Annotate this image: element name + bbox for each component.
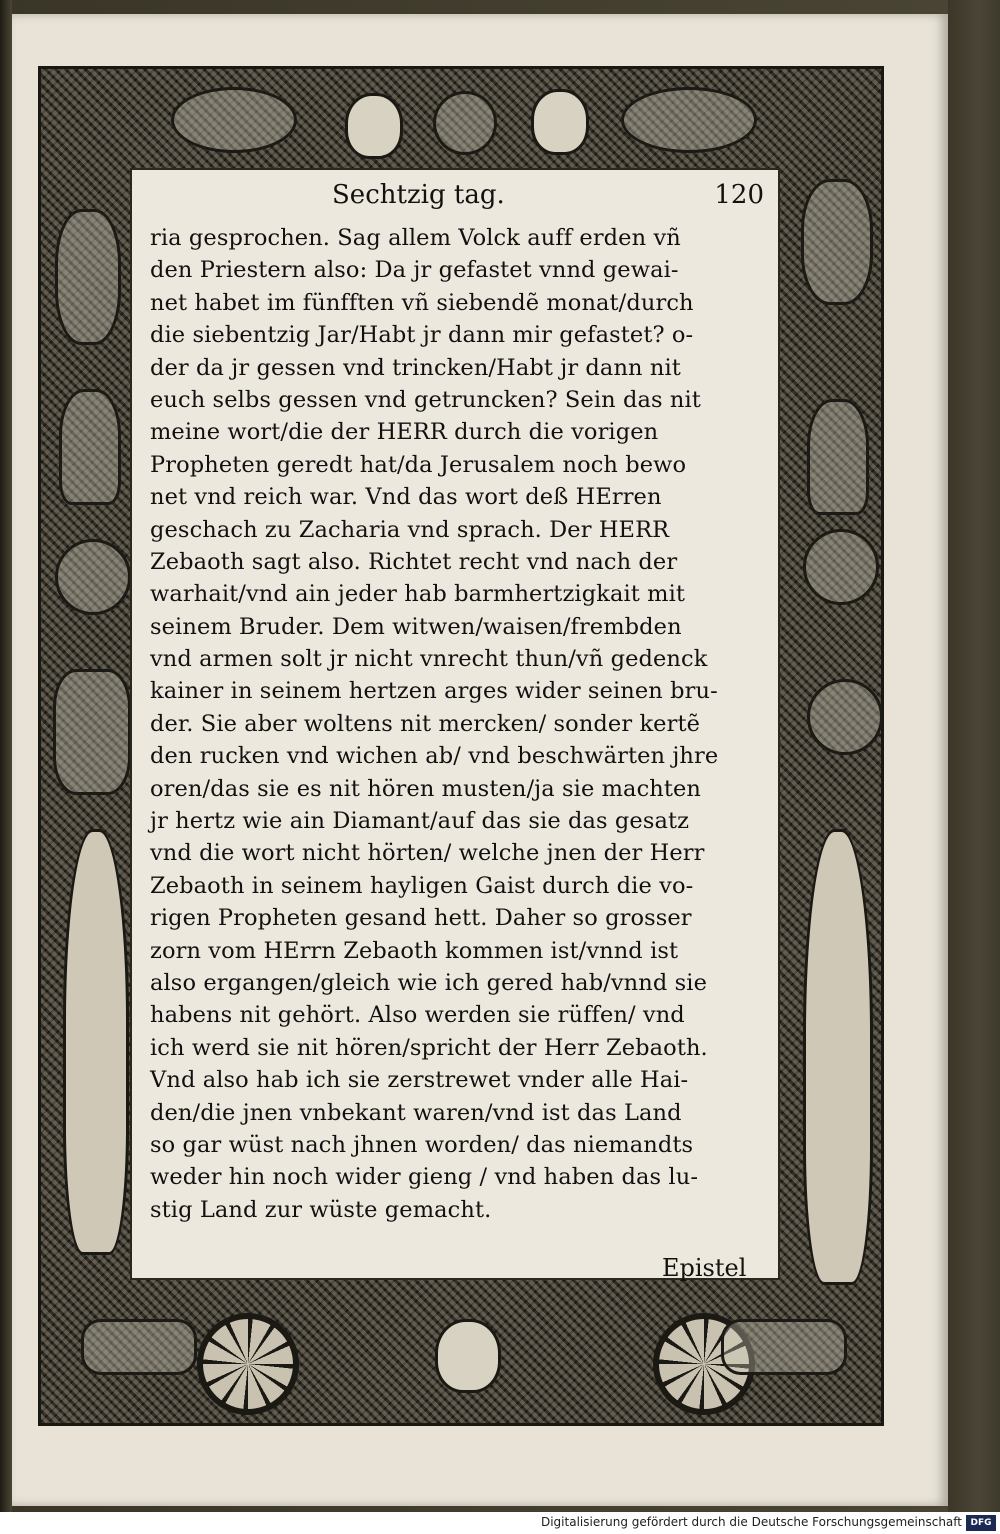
- text-line: so gar wüst nach jhnen worden/ das niemandts: [150, 1131, 694, 1158]
- text-line: euch selbs gessen vnd getruncken? Sein das nit: [150, 386, 701, 413]
- text-line: meine wort/die der HERR durch die vorigen: [150, 419, 659, 446]
- leaf-scroll-ornament: [171, 87, 297, 153]
- text-line: der da jr gessen vnd trincken/Habt jr dann nit: [150, 354, 681, 381]
- text-line: warhait/vnd ain jeder hab barmhertzigkait mit: [150, 581, 686, 608]
- text-line: der. Sie aber woltens nit mercken/ sonder kertẽ: [150, 710, 701, 737]
- running-head-title: Sechtzig tag.: [332, 180, 505, 210]
- funding-note: Digitalisierung gefördert durch die Deutsche Forschungsgemeinschaft: [540, 1515, 962, 1529]
- text-line: seinem Bruder. Dem witwen/waisen/frembden: [150, 613, 682, 640]
- text-line: habens nit gehört. Also werden sie rüffen/ vnd: [150, 1002, 685, 1029]
- foliage-ornament: [53, 669, 131, 795]
- bird-ornament: [55, 209, 121, 345]
- text-line: vnd armen solt jr nicht vnrecht thun/vñ gedenck: [150, 646, 708, 673]
- page-number: 120: [714, 180, 764, 210]
- leaf-scroll-ornament: [621, 87, 757, 153]
- text-line: Zebaoth sagt also. Richtet recht vnd nach der: [150, 548, 678, 575]
- spiral-ornament: [55, 539, 131, 615]
- mask-face-ornament: [435, 1319, 501, 1393]
- scan-background-strip: [948, 0, 1000, 1512]
- text-line: Propheten geredt hat/da Jerusalem noch bewo: [150, 451, 687, 478]
- dfg-logo: DFG: [966, 1515, 996, 1531]
- running-head: [332, 178, 772, 218]
- text-line: net vnd reich war. Vnd das wort deß HErren: [150, 484, 662, 511]
- book-spine-edge: [0, 0, 12, 1512]
- text-line: den rucken vnd wichen ab/ vnd beschwärten jhre: [150, 743, 719, 770]
- human-figure-ornament: [803, 829, 873, 1285]
- text-line: Zebaoth in seinem hayligen Gaist durch die vo-: [150, 872, 694, 899]
- text-line: zorn vom HErrn Zebaoth kommen ist/vnnd ist: [150, 937, 679, 964]
- text-line: vnd die wort nicht hörten/ welche jnen der Herr: [150, 840, 705, 867]
- text-line: rigen Propheten gesand hett. Daher so grosser: [150, 905, 692, 932]
- cannon-wheel-ornament: [197, 1313, 299, 1415]
- text-line: geschach zu Zacharia vnd sprach. Der HERR: [150, 516, 670, 543]
- catchword: Epistel: [662, 1254, 747, 1282]
- bird-ornament: [801, 179, 873, 305]
- cannon-barrel-ornament: [721, 1319, 847, 1375]
- vase-ornament: [807, 399, 869, 515]
- text-line: net habet im fünfften vñ siebendẽ monat/durch: [150, 289, 694, 316]
- text-line: jr hertz wie ain Diamant/auf das sie das gesatz: [150, 808, 690, 835]
- human-figure-ornament: [63, 829, 129, 1255]
- text-line: stig Land zur wüste gemacht.: [150, 1196, 492, 1223]
- vase-ornament: [59, 389, 121, 505]
- text-line: die siebentzig Jar/Habt jr dann mir gefastet? o-: [150, 322, 694, 349]
- text-line: den Priestern also: Da jr gefastet vnnd gewai-: [150, 257, 679, 284]
- cherub-face-ornament: [531, 89, 589, 155]
- text-line: den/die jnen vnbekant waren/vnd ist das Land: [150, 1099, 682, 1126]
- medallion-ornament: [433, 91, 497, 155]
- body-text: [150, 222, 780, 1226]
- text-line: ich werd sie nit hören/spricht der Herr Zebaoth.: [150, 1034, 708, 1061]
- text-line: weder hin noch wider gieng / vnd haben das lu-: [150, 1164, 699, 1191]
- cannon-barrel-ornament: [81, 1319, 197, 1375]
- spiral-ornament: [807, 679, 883, 755]
- text-line: also ergangen/gleich wie ich gered hab/vnnd sie: [150, 969, 707, 996]
- spiral-ornament: [803, 529, 879, 605]
- text-line: oren/das sie es nit hören musten/ja sie machten: [150, 775, 702, 802]
- text-line: Vnd also hab ich sie zerstrewet vnder alle Hai-: [150, 1067, 689, 1094]
- cherub-face-ornament: [345, 93, 403, 159]
- text-line: ria gesprochen. Sag allem Volck auff erden vñ: [150, 225, 681, 251]
- text-line: kainer in seinem hertzen arges wider seinen bru-: [150, 678, 718, 705]
